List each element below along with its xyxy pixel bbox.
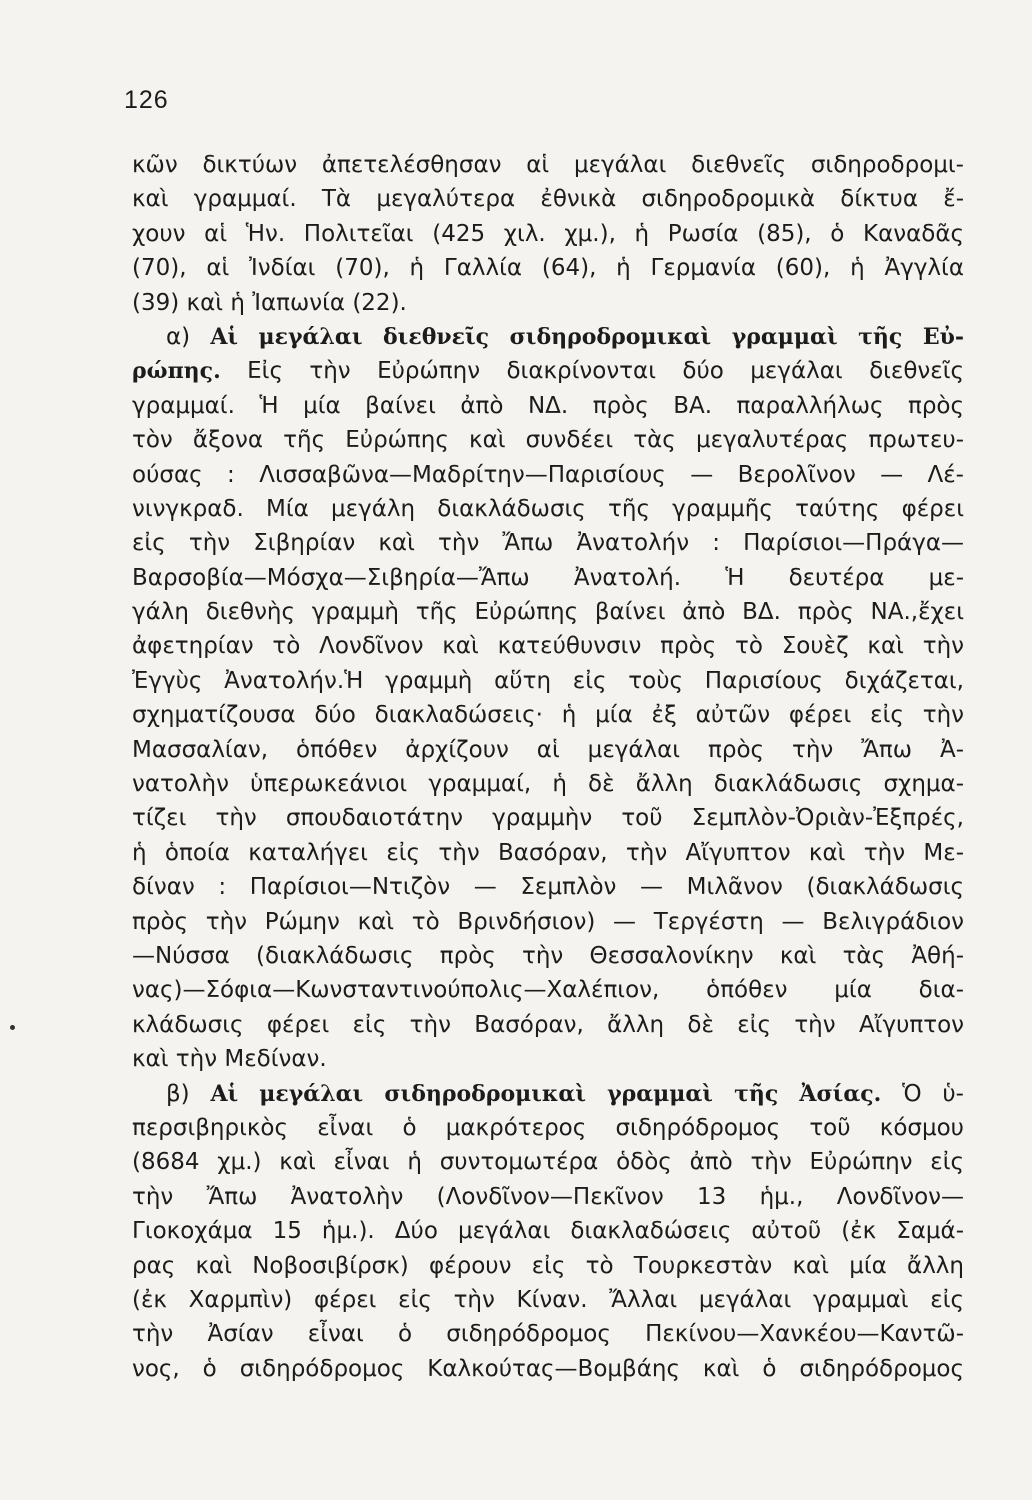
line-text: καὶ τὴν Μεδίναν. <box>132 1046 327 1073</box>
line-text: νας)—Σόφια—Κωνσταντινούπολις—Χαλέπιον, ὁπόθεν μία δια- <box>132 977 964 1004</box>
line-text: Εἰς τὴν Εὐρώπην διακρίνονται δύο μεγάλαι διεθνεῖς <box>220 358 964 385</box>
section-label: α) <box>166 323 211 350</box>
text-line <box>132 836 964 870</box>
line-text: Βαρσοβία—Μόσχα—Σιβηρία—Ἄπω Ἀνατολή. Ἡ δευτέρα με- <box>132 564 964 591</box>
text-line <box>132 1180 964 1214</box>
text-line <box>132 251 964 285</box>
section-heading: Αἱ μεγάλαι σιδηροδρομικαὶ γραμμαὶ τῆς Ἀσίας. <box>210 1080 882 1107</box>
text-line <box>132 801 964 835</box>
line-text: ρας καὶ Νοβοσιβίρσκ) φέρουν εἰς τὸ Τουρκεστὰν καὶ μία ἄλλη <box>132 1252 964 1279</box>
text-line <box>132 526 964 560</box>
text-line <box>132 423 964 457</box>
text-line <box>132 1317 964 1351</box>
text-line <box>132 698 964 732</box>
line-text: τὴν Ἄπω Ἀνατολὴν (Λονδῖνον—Πεκῖνον 13 ἡμ., Λονδῖνον— <box>132 1183 964 1210</box>
line-text: νατολὴν ὑπερωκεάνιοι γραμμαί, ἡ δὲ ἄλλη διακλάδωσις σχημα- <box>132 771 964 798</box>
section-heading: ρώπης. <box>132 358 221 385</box>
line-text: (ἐκ Χαρμπὶν) φέρει εἰς τὴν Κίναν. Ἄλλαι μεγάλαι γραμμαὶ εἰς <box>132 1286 964 1313</box>
section-heading-line <box>132 320 964 354</box>
section-heading-line <box>132 1077 964 1111</box>
line-text: κλάδωσις φέρει εἰς τὴν Βασόραν, ἄλλη δὲ εἰς τὴν Αἴγυπτον <box>132 1011 964 1038</box>
line-text: πρὸς τὴν Ρώμην καὶ τὸ Βρινδήσιον) — Τεργέστη — Βελιγράδιον <box>132 908 964 935</box>
text-line <box>132 354 964 388</box>
line-text: νινγκραδ. Μία μεγάλη διακλάδωσις τῆς γραμμῆς ταύτης φέρει <box>132 495 964 522</box>
text-line <box>132 458 964 492</box>
print-speck <box>10 1025 15 1030</box>
text-line <box>132 561 964 595</box>
line-text: δίναν : Παρίσιοι—Ντιζὸν — Σεμπλὸν — Μιλᾶνον (διακλάδωσις <box>132 874 964 901</box>
line-text: νος, ὁ σιδηρόδρομος Καλκούτας—Βομβάης καὶ ὁ σιδηρόδρομος <box>132 1355 964 1382</box>
text-line <box>132 664 964 698</box>
text-line <box>132 1249 964 1283</box>
text-line <box>132 389 964 423</box>
text-line <box>132 733 964 767</box>
line-text: Γιοκοχάμα 15 ἡμ.). Δύο μεγάλαι διακλαδώσεις αὐτοῦ (ἐκ Σαμά- <box>132 1218 964 1245</box>
text-line <box>132 286 964 320</box>
line-text: σχηματίζουσα δύο διακλαδώσεις· ἡ μία ἐξ αὐτῶν φέρει εἰς τὴν <box>132 702 964 729</box>
text-line <box>132 629 964 663</box>
line-text: γάλη διεθνὴς γραμμὴ τῆς Εὐρώπης βαίνει ἀπὸ ΒΔ. πρὸς ΝΑ.,ἔχει <box>132 599 964 626</box>
text-line <box>132 148 964 182</box>
text-line <box>132 1283 964 1317</box>
line-text: ούσας : Λισσαβῶνα—Μαδρίτην—Παρισίους — Βερολῖνον — Λέ- <box>132 461 964 488</box>
line-text: Ὁ ὑ- <box>881 1080 964 1107</box>
line-text: τὴν Ἀσίαν εἶναι ὁ σιδηρόδρομος Πεκίνου—Χανκέου—Καντῶ- <box>132 1321 964 1348</box>
text-line <box>132 182 964 216</box>
line-text: (70), αἱ Ἰνδίαι (70), ἡ Γαλλία (64), ἡ Γερμανία (60), ἡ Ἀγγλία <box>132 255 964 282</box>
line-text: εἰς τὴν Σιβηρίαν καὶ τὴν Ἄπω Ἀνατολήν : Παρίσιοι—Πράγα— <box>132 530 964 557</box>
text-line <box>132 767 964 801</box>
text-line <box>132 217 964 251</box>
body-text <box>132 148 964 1386</box>
line-text: —Νύσσα (διακλάδωσις πρὸς τὴν Θεσσαλονίκην καὶ τὰς Ἀθή- <box>132 942 964 969</box>
line-text: γραμμαί. Ἡ μία βαίνει ἀπὸ ΝΔ. πρὸς ΒΑ. παραλλήλως πρὸς <box>132 392 964 419</box>
text-line <box>132 1145 964 1179</box>
line-text: (8684 χμ.) καὶ εἶναι ἡ συντομωτέρα ὁδὸς ἀπὸ τὴν Εὐρώπην εἰς <box>132 1149 964 1176</box>
section-heading: Αἱ μεγάλαι διεθνεῖς σιδηροδρομικαὶ γραμμαὶ τῆς Εὐ- <box>210 323 964 350</box>
text-line <box>132 870 964 904</box>
text-line <box>132 1352 964 1386</box>
line-text: περσιβηρικὸς εἶναι ὁ μακρότερος σιδηρόδρομος τοῦ κόσμου <box>132 1114 964 1141</box>
text-line <box>132 905 964 939</box>
text-line <box>132 1042 964 1076</box>
page-number: 126 <box>124 86 169 114</box>
line-text: καὶ γραμμαί. Τὰ μεγαλύτερα ἐθνικὰ σιδηροδρομικὰ δίκτυα ἔ- <box>132 186 964 213</box>
line-text: Μασσαλίαν, ὁπόθεν ἀρχίζουν αἱ μεγάλαι πρὸς τὴν Ἄπω Ἀ- <box>132 736 964 763</box>
text-line <box>132 1111 964 1145</box>
text-line <box>132 939 964 973</box>
line-text: τὸν ἄξονα τῆς Εὐρώπης καὶ συνδέει τὰς μεγαλυτέρας πρωτευ- <box>132 427 964 454</box>
line-text: Ἐγγὺς Ἀνατολήν.Ἡ γραμμὴ αὕτη εἰς τοὺς Παρισίους διχάζεται, <box>132 667 964 694</box>
line-text: τίζει τὴν σπουδαιοτάτην γραμμὴν τοῦ Σεμπλὸν-Ὀριὰν-Ἐξπρές, <box>132 805 964 832</box>
text-line <box>132 1214 964 1248</box>
line-text: ἀφετηρίαν τὸ Λονδῖνον καὶ κατεύθυνσιν πρὸς τὸ Σουὲζ καὶ τὴν <box>132 633 964 660</box>
text-line <box>132 1008 964 1042</box>
section-label: β) <box>166 1080 211 1107</box>
line-text: κῶν δικτύων ἀπετελέσθησαν αἱ μεγάλαι διεθνεῖς σιδηροδρομι- <box>132 152 964 178</box>
line-text: χουν αἱ Ἡν. Πολιτεῖαι (425 χιλ. χμ.), ἡ Ρωσία (85), ὁ Καναδᾶς <box>132 220 964 247</box>
line-text: ἡ ὁποία καταλήγει εἰς τὴν Βασόραν, τὴν Αἴγυπτον καὶ τὴν Με- <box>132 839 964 866</box>
text-line <box>132 595 964 629</box>
text-line <box>132 973 964 1007</box>
text-line <box>132 492 964 526</box>
line-text: (39) καὶ ἡ Ἰαπωνία (22). <box>132 289 407 316</box>
